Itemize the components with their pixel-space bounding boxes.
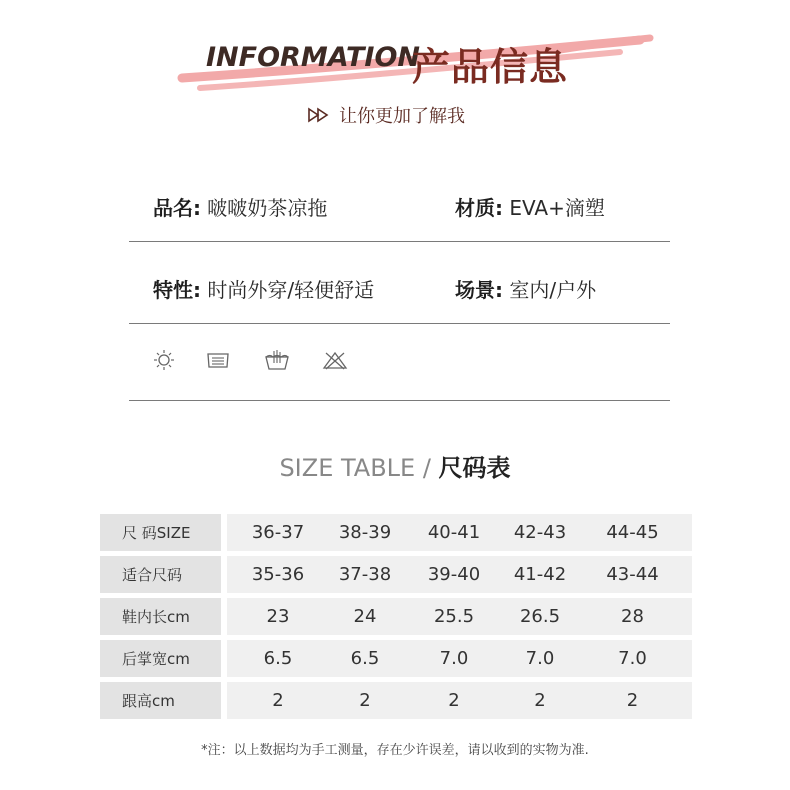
subtitle-text: 让你更加了解我 (339, 106, 465, 127)
sun-dry-icon (151, 349, 177, 371)
table-cell: 6.5 (263, 648, 293, 669)
table-cell: 28 (621, 606, 644, 627)
header (0, 0, 790, 140)
table-cell: 24 (353, 606, 377, 627)
row-header: 适合尺码 (100, 556, 221, 593)
table-row (100, 640, 692, 677)
material (455, 192, 605, 221)
table-cell: 6.5 (350, 648, 380, 669)
size-table-title-cn: 尺码表 (438, 454, 511, 482)
product-info (129, 160, 670, 401)
hand-wash-icon (264, 349, 290, 371)
table-cell: 40-41 (427, 522, 481, 543)
table-cell: 2 (626, 690, 639, 711)
table-cell: 39-40 (427, 564, 481, 585)
info-row (129, 242, 670, 324)
flat-dry-icon (205, 349, 231, 371)
product-name-value: 啵啵奶茶凉拖 (207, 196, 328, 220)
scene-value: 室内/户外 (509, 278, 597, 302)
table-cell: 41-42 (513, 564, 567, 585)
table-cell: 26.5 (519, 606, 561, 627)
scene (455, 274, 596, 303)
table-cell: 43-44 (606, 564, 659, 585)
size-table-title (0, 448, 790, 483)
size-table (100, 514, 692, 724)
table-cell: 23 (266, 606, 290, 627)
table-row (100, 514, 692, 551)
table-cell: 35-36 (251, 564, 305, 585)
row-header: 后掌宽cm (100, 640, 221, 677)
features-value: 时尚外穿/轻便舒适 (207, 278, 375, 302)
material-label: 材质: (455, 196, 503, 220)
title-chinese: 产品信息 (412, 45, 569, 89)
table-cell: 36-37 (251, 522, 305, 543)
product-name (153, 192, 327, 221)
fast-forward-icon (307, 107, 331, 123)
table-cell: 2 (448, 690, 460, 711)
table-cell: 42-43 (513, 522, 567, 543)
table-row (100, 682, 692, 719)
table-cell: 44-45 (606, 522, 659, 543)
row-header: 跟高cm (100, 682, 221, 719)
table-cell: 7.0 (439, 648, 469, 669)
care-icons-row (129, 324, 670, 401)
table-cell: 2 (272, 690, 284, 711)
table-row (100, 598, 692, 635)
product-name-label: 品名: (153, 196, 201, 220)
material-value: EVA+滴塑 (509, 196, 605, 220)
table-cell: 25.5 (433, 606, 475, 627)
table-cell: 2 (534, 690, 546, 711)
row-header: 尺 码SIZE (100, 514, 221, 551)
no-bleach-icon (322, 349, 348, 371)
table-cell: 37-38 (338, 564, 392, 585)
title-english: INFORMATION (206, 42, 421, 73)
table-row (100, 556, 692, 593)
subtitle (307, 102, 465, 128)
features-label: 特性: (153, 278, 201, 302)
table-cell: 2 (359, 690, 371, 711)
size-table-title-en: SIZE TABLE / (279, 454, 439, 482)
table-cell: 7.0 (525, 648, 555, 669)
row-header: 鞋内长cm (100, 598, 221, 635)
features (153, 274, 374, 303)
table-cell: 7.0 (618, 648, 647, 669)
measurement-note: *注：以上数据均为手工测量，存在少许误差，请以收到的实物为准. (201, 743, 589, 758)
info-row (129, 160, 670, 242)
table-cell: 38-39 (338, 522, 392, 543)
scene-label: 场景: (455, 278, 503, 302)
